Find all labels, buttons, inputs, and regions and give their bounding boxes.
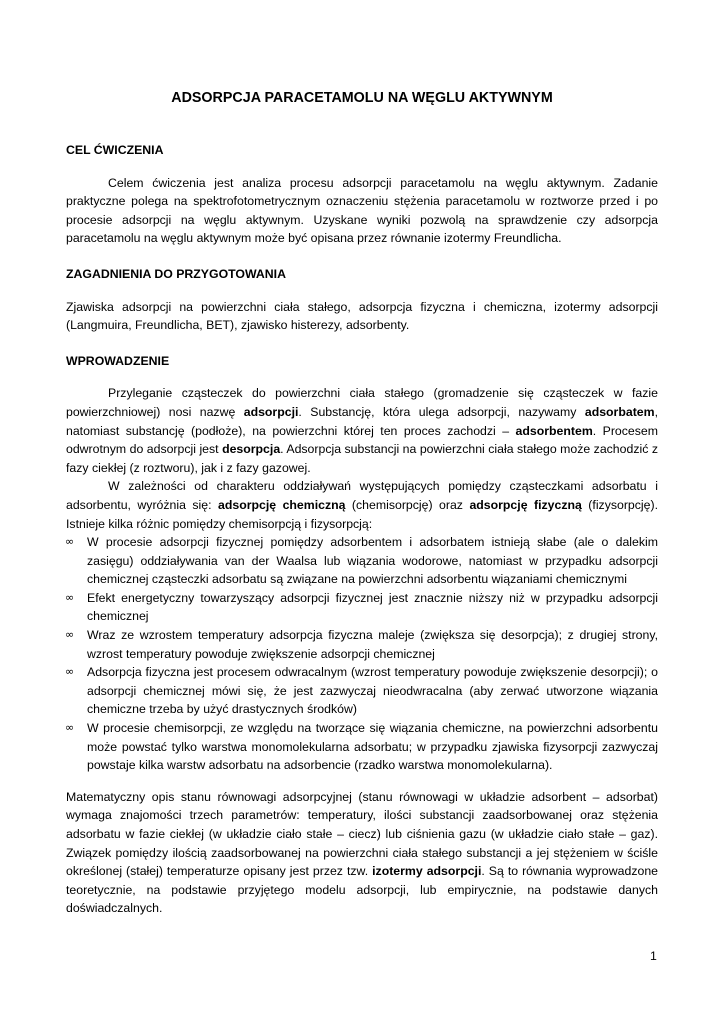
document-title: ADSORPCJA PARACETAMOLU NA WĘGLU AKTYWNYM bbox=[171, 90, 553, 106]
term-desorpcja: desorpcja bbox=[222, 442, 281, 457]
term-adsorbatem: adsorbatem bbox=[584, 404, 655, 419]
topics-paragraph: Zjawiska adsorpcji na powierzchni ciała stałego, adsorpcja fizyczna i chemiczna, izotermy adsorpcji (Langmuira, Freundlicha, BET), zjawisko histerezy, adsorbenty. bbox=[66, 299, 658, 333]
term-adsorpcja-fizyczna: adsorpcję fizyczną bbox=[469, 497, 582, 512]
intro-paragraph-3: Matematyczny opis stanu równowagi adsorpcyjnej (stanu równowagi w układzie adsorbent – adsorbat) wymaga znajomości trzech parametrów: temperatury, ilości substancji zaadsorbowanej oraz stężenia adsorbatu w fazie ciekłej (w układzie ciało stałe – ciecz) lub ciśnienia gazu (w układzie ciało stałe – gaz). Związek pomiędzy ilością zaadsorbowanej na powierzchni ciała stałego substancji a jej stężeniem w ściśle określonej (stałej) temperaturze opisany jest przez tzw. izotermy adsorpcji. Są to równania wyprowadzone teoretycznie, na podstawie przyjętego modelu adsorpcji, lub empirycznie, na podstawie danych doświadczalnych. bbox=[66, 789, 658, 916]
term-adsorbentem: adsorbentem bbox=[515, 423, 593, 438]
intro-paragraph-1: Przyleganie cząsteczek do powierzchni ciała stałego (gromadzenie się cząsteczek w fazie powierzchniowej) nosi nazwę adsorpcji. Substancję, która ulega adsorpcji, nazywamy adsorbatem, natomiast substancję (podłoże), na powierzchni której ten proces zachodzi – adsorbentem. Procesem odwrotnym do adsorpcji jest desorpcja. Adsorpcja substancji na powierzchni ciała stałego może zachodzić z fazy ciekłej (z roztworu), jak i z fazy gazowej. bbox=[66, 386, 658, 475]
list-item: ∞ Efekt energetyczny towarzyszący adsorpcji fizycznej jest znacznie niższy niż w przypadku adsorpcji chemicznej bbox=[65, 590, 658, 624]
infinity-bullet-icon: ∞ bbox=[65, 665, 75, 679]
infinity-bullet-icon: ∞ bbox=[65, 628, 75, 642]
term-izotermy-adsorpcji: izotermy adsorpcji bbox=[372, 864, 482, 879]
heading-topics: ZAGADNIENIA DO PRZYGOTOWANIA bbox=[66, 266, 286, 281]
infinity-bullet-icon: ∞ bbox=[65, 721, 75, 735]
page-number: 1 bbox=[650, 949, 657, 963]
infinity-bullet-icon: ∞ bbox=[65, 590, 75, 604]
list-item: ∞ W procesie chemisorpcji, ze względu na tworzące się wiązania chemiczne, na powierzchni adsorbentu może powstać tylko warstwa monomolekularna adsorbatu; w przypadku zjawiska fizysorpcji zazwyczaj powstaje kilka warstw adsorbatu na adsorbencie (rzadko warstwa monomolekularna). bbox=[65, 721, 658, 773]
list-item: ∞ Wraz ze wzrostem temperatury adsorpcja fizyczna maleje (zwiększa się desorpcja); z drugiej strony, wzrost temperatury powoduje zwiększenie adsorpcji chemicznej bbox=[65, 628, 658, 661]
heading-intro: WPROWADZENIE bbox=[66, 353, 170, 368]
heading-goal: CEL ĆWICZENIA bbox=[66, 143, 164, 157]
infinity-bullet-icon: ∞ bbox=[65, 535, 75, 549]
intro-paragraph-2: W zależności od charakteru oddziaływań występujących pomiędzy cząsteczkami adsorbatu i adsorbentu, wyróżnia się: adsorpcję chemiczną (chemisorpcję) oraz adsorpcję fizyczną (fizysorpcję). Istnieje kilka różnic pomiędzy chemisorpcją i fizysorpcją: bbox=[66, 479, 659, 531]
list-item: ∞ Adsorpcja fizyczna jest procesem odwracalnym (wzrost temperatury powoduje zwiększenie desorpcji); o adsorpcji chemicznej mówi się, że jest zazwyczaj nieodwracalna (aby zerwać utworzone wiązania chemiczne trzeba by użyć drastycznych środków) bbox=[65, 665, 658, 717]
term-adsorpcja-chemiczna: adsorpcję chemiczną bbox=[218, 497, 346, 512]
list-item: ∞ W procesie adsorpcji fizycznej pomiędzy adsorbentem i adsorbatem istnieją słabe (ale o dalekim zasięgu) oddziaływania van der Waalsa lub wiązania wodorowe, natomiast w przypadku adsorpcji chemicznej cząsteczki adsorbatu są związane na powierzchni adsorbentu wiązaniami chemicznymi bbox=[65, 535, 658, 587]
goal-paragraph: Celem ćwiczenia jest analiza procesu adsorpcji paracetamolu na węglu aktywnym. Zadanie praktyczne polega na spektrofotometrycznym oznaczeniu stężenia paracetamolu w roztworze przed i po procesie adsorpcji na węglu aktywnym. Uzyskane wyniki pozwolą na sprawdzenie czy adsorpcja paracetamolu na węglu aktywnym może być opisana przez równanie izotermy Freundlicha. bbox=[66, 175, 658, 246]
page-content bbox=[66, 88, 658, 918]
differences-list bbox=[66, 533, 658, 775]
term-adsorpcji: adsorpcji bbox=[243, 404, 299, 419]
